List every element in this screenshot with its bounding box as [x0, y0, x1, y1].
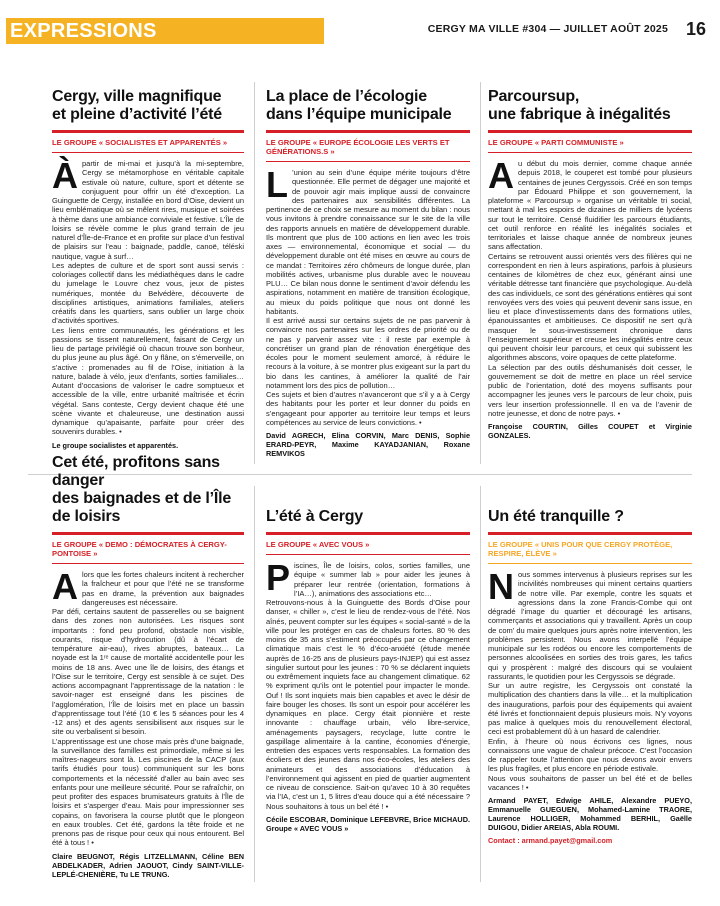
group-rule — [266, 554, 470, 555]
title-rule — [52, 130, 244, 133]
article-communiste — [488, 84, 692, 468]
column-divider — [254, 82, 255, 464]
article-socialistes — [52, 84, 244, 468]
article-body: À partir de mi-mai et jusqu’à la mi-septembre, Cergy se métamorphose en véritable capitale estivale où nature, culture, sport et détente se conjuguent pour offrir un été d’exception. La Guinguette de Cergy, installée en bord d’Oise, devient un lieu emblématique où se mêlent rires, musique et soirées à thème dans une ambiance conviviale et festive. L’Île de loisirs se révèle comme le plus grand terrain de jeu naturel d’Île-de-France et en profite sur place d’un festival de plaisirs sur l’eau : baignade, paddle, canoë, téléski nautique, vague à surf… Les adeptes de culture et de sport sont aussi servis : coloriages collectif dans les médiathèques dans le cadre du jumelage le Louvre chez vous, jeux de pistes numériques, montée du Belvédère, découverte de disciplines artistiques, animations familiales, ateliers créatifs dans les quartiers, sans oublier un large choix d’activités sportives. Les liens entre communautés, les générations et les passions se tissent naturellement, faisant de Cergy un lieu de partage privilégié où chacun trouve son bonheur, du plus jeune au plus âgé. On y flâne, on s’émerveille, on s’active : promenades au fil de l’Oise, initiation à la nature, balade à vélo, jeux d’enfants, sorties familiales… Autant d’occasions de valoriser le cadre somptueux et accessible de la ville, entre urbanité maîtrisée et écrin végétal. Sans conteste, Cergy devient chaque été une scène vivante et chaleureuse, une destination aussi dynamique qu’apaisante, parfaite pour créer des souvenirs durables. • Le groupe socialistes et apparentés. — [52, 155, 244, 450]
article-title: Un été tranquille ? — [488, 508, 624, 525]
article-title: La place de l’écologie dans l’équipe municipale — [266, 88, 452, 123]
group-label: LE GROUPE « PARTI COMMUNISTE » — [488, 138, 624, 147]
title-rule — [266, 532, 470, 535]
article-unis — [488, 486, 692, 886]
group-label: LE GROUPE « UNIS POUR QUE CERGY PROTÈGE, RESPIRE, ÉLÈVE » — [488, 540, 673, 558]
title-rule — [266, 130, 470, 133]
article-body: L ’union au sein d’une équipe mérite toujours d’être questionnée. Elle permet de dégager une majorité et de pouvoir agir mais implique aussi de convaincre des partenaires aux sensibilités différentes. La pertinence de ce choix se mesure au moment du bilan : nous vous invitons à prendre connaissance sur le site de la ville des rapports annuels en matière de développement durable. Ils montrent que plus de 100 actions en lien avec les trois axes — environnemental, économique et social — du développement durable ont été mises en œuvre au cours de ce mandat : Territoires zéro chômeurs de longue durée, plan mobilités actives, urbanisme plus durable avec le nouveau PLU… Ce bilan nous donne le sentiment d’avoir défendu les aspirations, notamment en matière de transition écologique, au mieux du poids politique que nous ont donné les habitants. Il est arrivé aussi sur certains sujets de ne pas parvenir à convaincre nos partenaires sur les ordres de priorité ou de ne pas y parvenir assez vite : il reste par exemple à concrétiser un grand plan de rénovation énergétique des écoles pour le moment seulement amorcé, à réduire le recours à la voiture, à se montrer plus exigeant sur la part du bio dans les cantines, à améliorer la qualité de l’air notamment lors des pics de pollution… Ces sujets et bien d’autres n’avanceront que s’il y a à Cergy des habitants pour les porter et leur donner du poids en s’engageant pour apporter au territoire leur temps et leurs compétences au service de leurs convictions. • David AGRECH, Elina CORVIN, Marc DENIS, Sophie ERARD-PEYR, Maxime KAYADJANIAN, Roxane REMVIKOS — [266, 164, 470, 458]
signature: Cécile ESCOBAR, Dominique LEFEBVRE, Brice MICHAUD. Groupe « AVEC VOUS » — [266, 814, 470, 833]
group-rule — [488, 563, 692, 564]
group-rule — [52, 152, 244, 153]
column-divider — [480, 486, 481, 882]
signature: Armand PAYET, Edwige AHILE, Alexandre PUEYO, Emmanuelle GUEGUEN, Mohamed-Lamine TRAORE, Laurence HOLLIGER, Mohammed BERHIL, Gaëlle DUIGOU, Didier AREIAS, Abla ROUMI. — [488, 796, 692, 832]
article-eelv — [266, 84, 470, 468]
group-rule — [488, 152, 692, 153]
column-divider — [480, 82, 481, 464]
signature: Françoise COURTIN, Gilles COUPET et Virginie GONZALES. — [488, 422, 692, 440]
article-demo — [52, 454, 244, 886]
group-label: LE GROUPE « EUROPE ÉCOLOGIE LES VERTS ET GÉNÉRATIONS.S » — [266, 138, 450, 156]
dropcap: A — [52, 566, 78, 607]
article-body: A u début du mois dernier, comme chaque année depuis 2018, le couperet est tombé pour plusieurs centaines de jeunes Cergyssois. Créé en son temps par Édouard Philippe et son gouvernement, la plateforme « Parcoursup » organise un véritable tri social, mettant à mal les espoirs de dizaines de milliers de lycéens sur tout le territoire. Censé fluidifier les parcours étudiants, cet outil renforce en réalité les inégalités sociales et territoriales et laisse chaque année de nombreux jeunes sans affectation. Certains se retrouvent aussi orientés vers des filières qui ne correspondent en rien à leurs aspirations, parfois à plusieurs centaines de kilomètres de chez eux, générant ainsi une véritable détresse tant financière que psychologique. Au-delà des cas individuels, ce sont des générations entières qui sont renvoyées vers des voies qui peuvent devenir sans issue, en lieu et place d’investissements dans des formations utiles, épanouissantes et ambitieuses. Ce dispositif ne sert qu’à masquer le sous-investissement chronique dans l’enseignement supérieur et creuse les inégalités entre ceux qui peuvent choisir leur parcours, et ceux qui subissent les algorithmes abscons, voire opaques de cette plateforme. La sélection par des outils déshumanisés doit cesser, le gouvernement se doit de mettre en place un réel service public de l’orientation, doté des moyens suffisants pour accompagner les jeunes vers le parcours de leur choix, puis vers leur insertion professionnelle. Il en va de l’avenir de notre jeunesse, et donc de notre pays. • Françoise COURTIN, Gilles COUPET et Virginie GONZALES. — [488, 155, 692, 440]
group-label: LE GROUPE « AVEC VOUS » — [266, 540, 370, 549]
title-rule — [488, 130, 692, 133]
section-label: EXPRESSIONS — [6, 18, 324, 44]
group-rule — [52, 563, 244, 564]
article-avec-vous — [266, 486, 470, 886]
article-body: A lors que les fortes chaleurs incitent à rechercher la fraîcheur et pour que l’été ne se transforme pas en drame, la prévention aux baignades dangereuses est nécessaire. Par défi, certains sautent de passerelles ou se baignent dans des zones non autorisées. Les risques sont importants : fond peu profond, obstacle non visible, courants, risque d’hydrocution (dû à l’écart de température air-eau), rives abruptes, bateaux… La noyade est la 1ʳᵉ cause de mortalité accidentelle pour les moins de 18 ans. Avec une île de loisirs, des étangs et l’Oise sur le territoire, Cergy est sensible à ce sujet. Des actions accompagnant l’apprentissage de la natation : le savoir-nager est enseigné dans les piscines de l’agglomération, l’Île de loisirs met en place un bassin d’apprentissage tout l’été (10 € les 5 séances pour les 4 -12 ans) et des agents sensibilisent aux risques sur le site ou verbalisent si besoin. L’apprentissage est une chose mais près d’une baignade, la surveillance des familles est primordiale, même si les maîtres-nageurs sont là. Les piscines de la CACP (aux tarifs étudiés pour tous) communiquent sur les bons comportements et la nécessité d’aller au bain avec ses enfants pour une meilleure sécurité. Pour se rafraîchir, on peut profiter des espaces brumisateurs gratuits à l’Île de loisirs et s’asperger d’eau. Mais pour impressionner ses copains, on favorisera la course plutôt que le plongeon en eaux troubles. Cet été, gardons la tête froide et ne prenons pas de risque pour ceux qui nous entourent. Bel été à tous ! • Claire BEUGNOT, Régis LITZELLMANN, Céline BEN ABDELKADER, Adrien JAOUOT, Cindy SAINT-VILLE-LEPLÉ-CHENIÈRE, Tu LE TRUNG. — [52, 566, 244, 879]
contact-email[interactable]: Contact : armand.payet@gmail.com — [488, 836, 613, 845]
group-label: LE GROUPE « DEMO : DÉMOCRATES À CERGY-PONTOISE » — [52, 540, 227, 558]
page-header — [0, 18, 720, 48]
group-rule — [266, 161, 470, 162]
signature: Claire BEUGNOT, Régis LITZELLMANN, Céline BEN ABDELKADER, Adrien JAOUOT, Cindy SAINT-VILLE-LEPLÉ-CHENIÈRE, Tu LE TRUNG. — [52, 851, 244, 879]
issue-info: CERGY MA VILLE #304 — JUILLET AOÛT 2025 — [427, 23, 668, 35]
title-rule — [488, 532, 692, 535]
article-title: L’été à Cergy — [266, 508, 364, 525]
signature: David AGRECH, Elina CORVIN, Marc DENIS, Sophie ERARD-PEYR, Maxime KAYADJANIAN, Roxane REMVIKOS — [266, 431, 470, 458]
article-title: Cergy, ville magnifique et pleine d’activité l’été — [52, 88, 222, 123]
signature: Le groupe socialistes et apparentés. — [52, 440, 179, 450]
column-divider — [254, 486, 255, 882]
dropcap: P — [266, 557, 291, 598]
dropcap: À — [52, 155, 78, 196]
title-rule — [52, 532, 244, 535]
article-title: Parcoursup, une fabrique à inégalités — [488, 88, 671, 123]
article-body: P iscines, Île de loisirs, colos, sorties familles, une équipe « summer lab » pour aider les jeunes à préparer leur rentrée (orientation, formations à l’IA…), animations des associations etc… Retrouvons-nous à la Guinguette des Bords d’Oise pour danser, « chiller », c’est le lieu de rendez-vous de l’été. Nos aînés, peuvent compter sur les équipes « social-santé » de la ville pour les protéger en cas de chaleurs fortes. 80 % des moins de 35 ans s’estiment préoccupés par ce changement climatique mais c’est le % d’éco-anxiété (étude menée auprès de 16-25 ans de plusieurs pays-INJEP) qui est assez singulier surtout pour les jeunes : 70 % se déclarent inquiets ou extrêmement inquiets face au changement climatique. 62 % expriment qu’ils ont le potentiel pour impacter le monde. Ouf ! Ils sont inquiets mais bien capables et avec le désir de faire bouger les choses. Ils sont un espoir pour accélérer les dynamiques en place. Cergy était pionnière et reste innovante : chauffage urbain, vélo libre-service, aménagements paysagers, recyclage, lutte contre le gaspillage alimentaire à la cantine, économies d’énergie, entretien des espaces verts responsables. La formation des écoliers et des jeunes dans nos éco-écoles, les ateliers des animateurs et des associations d’éducation à l’environnement qui agissent en pied de quartier augmentent ce niveau de conscience. Sait-on qu’avec 10 à 30 requêtes via l’IA, c’est un 1, 5 litres d’eau douce qui a été nécessaire ? Nous souhaitons à tous un bel été ! • Cécile ESCOBAR, Dominique LEFEBVRE, Brice MICHAUD. Groupe « AVEC VOUS » — [266, 557, 470, 833]
dropcap: N — [488, 566, 514, 607]
group-label: LE GROUPE « SOCIALISTES ET APPARENTÉS » — [52, 138, 228, 147]
dropcap: A — [488, 155, 514, 196]
page-number: 16 — [685, 19, 706, 39]
dropcap: L — [266, 164, 288, 205]
article-body: N ous sommes intervenus à plusieurs reprises sur les incivilités nombreuses qui minent certains quartiers de notre ville. Par exemple, contre les squats et agressions dans la zone Francis-Combe qui ont dégradé l’image du quartier et découragé les artisans, commerçants et associations qui y travaillent. Après un coup de com’ du maire quelques jours après notre intervention, les problèmes persistent. Nous avons interpellé l’équipe municipale sur les rodéos ou encore les comportements de personnes alcoolisées en sorties des trois gares, les tafics qui y prospèrent : malgré des discours qui se voulaient rassurants, le quotidien pour les Cergyssois se dégrade. Sur un autre registre, les Cergyssois ont constaté la multiplication des chantiers dans la ville… et la multiplication des inaugurations, parfois pour des équipements qui avaient été livrés et fonctionnaient depuis plusieurs mois. N’y voyons pas malice à quelques mois du renouvellement électoral, ceci est probablement dû à un hasard de calendrier. Enfin, à l’heure où nous écrivons ces lignes, nous connaissons une vague de chaleur précoce. C’est l’occasion de rappeler toute l’attention que nous devons avoir envers les plus fragiles, et plus encore en période estivale. Nous vous souhaitons de passer un bel été et de belles vacances ! • Armand PAYET, Edwige AHILE, Alexandre PUEYO, Emmanuelle GUEGUEN, Mohamed-Lamine TRAORE, Laurence HOLLIGER, Mohammed BERHIL, Gaëlle DUIGOU, Didier AREIAS, Abla ROUMI. Contact : armand.payet@gmail.com — [488, 566, 692, 845]
article-title: Cet été, profitons sans danger des baignades et de l’Île de loisirs — [52, 454, 232, 525]
